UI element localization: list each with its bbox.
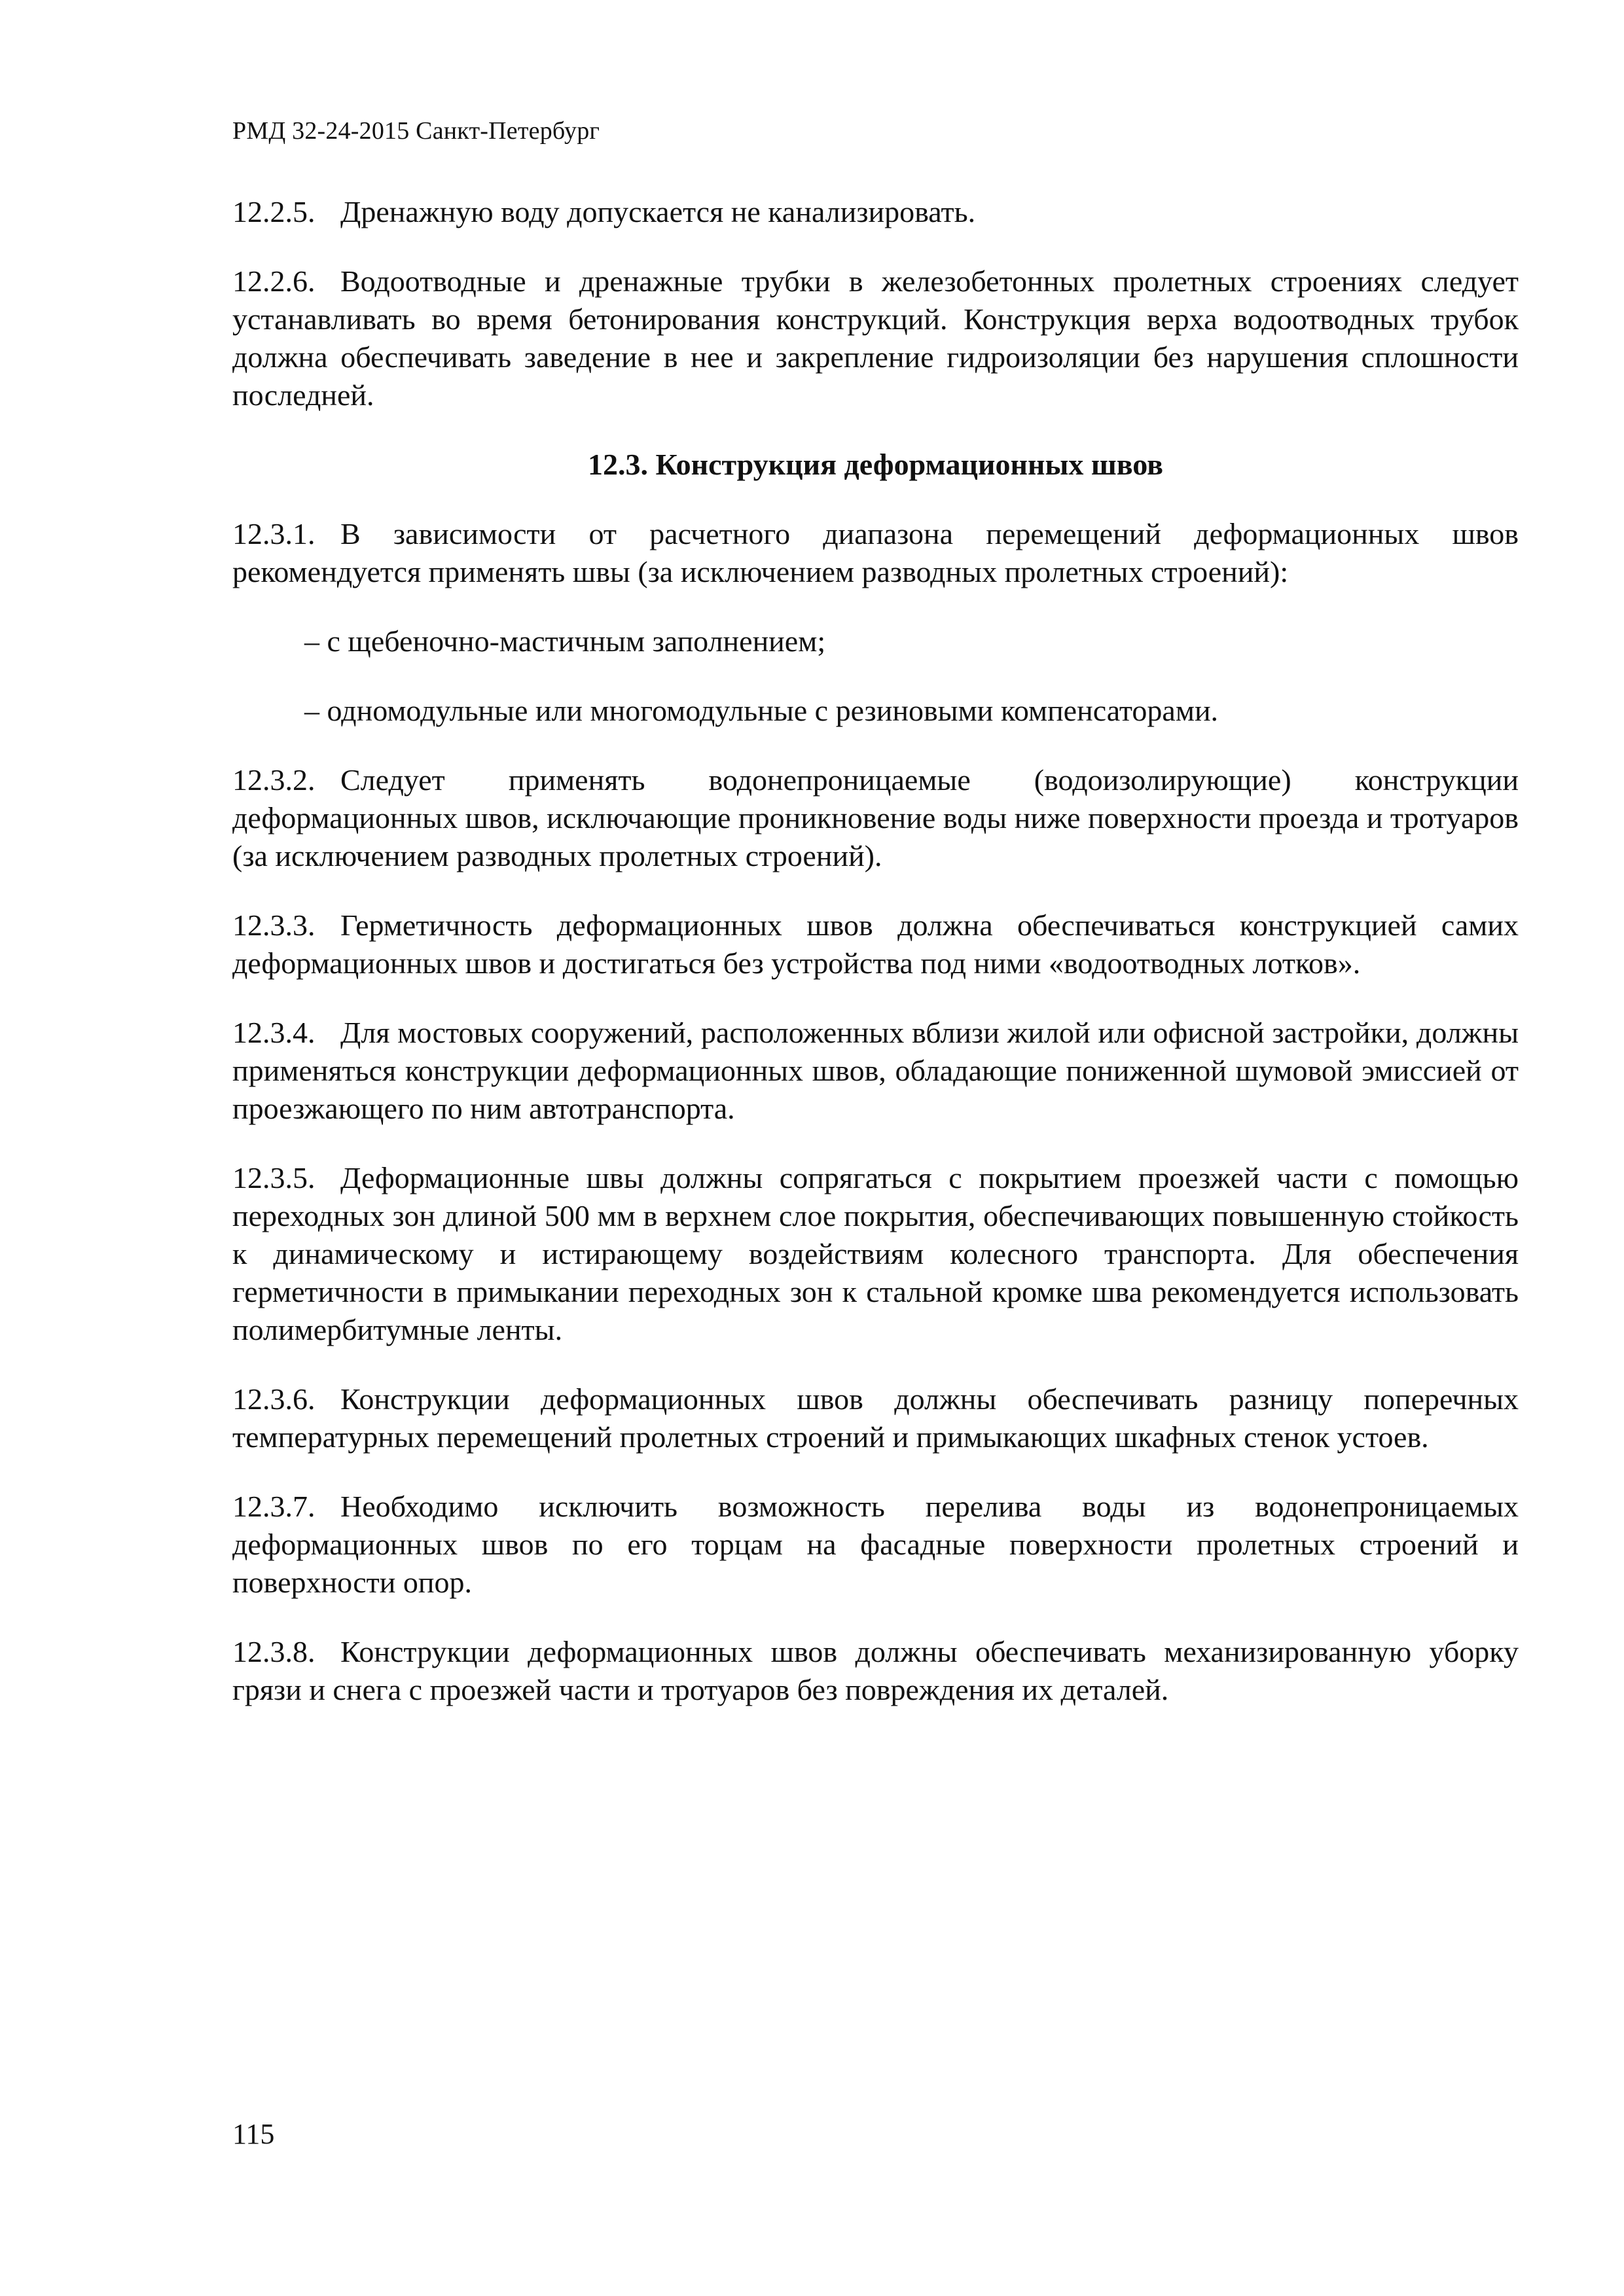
paragraph-text: Герметичность деформационных швов должна обеспечиваться конструкцией самих деформационных швов и достигаться без устройства под ними «водоотводных лотков». [232,908,1519,980]
paragraph-text: Необходимо исключить возможность перелива воды из водонепроницаемых деформационных швов по его торцам на фасадные поверхности пролетных строений и поверхности опор. [232,1490,1519,1599]
paragraph-12-3-5 [232,1159,1519,1349]
paragraph-number: 12.3.3. [232,908,316,942]
paragraph-number: 12.3.8. [232,1635,316,1668]
paragraph-number: 12.3.2. [232,763,316,797]
paragraph-number: 12.3.5. [232,1161,316,1194]
section-heading: 12.3. Конструкция деформационных швов [588,448,1163,481]
page-number: 115 [232,2118,275,2150]
paragraph-text: Следует применять водонепроницаемые (водоизолирующие) конструкции деформационных швов, исключающие проникновение воды ниже поверхности проезда и тротуаров (за исключением разводных пролетных строений). [232,763,1519,872]
paragraph-text: Дренажную воду допускается не канализировать. [340,195,976,228]
paragraph-number: 12.2.5. [232,195,316,228]
list-item: – одномодульные или многомодульные с резиновыми компенсаторами. [304,694,1219,727]
paragraph-number: 12.2.6. [232,264,316,298]
paragraph-12-3-2 [232,761,1519,875]
paragraph-12-2-5 [232,193,1519,231]
paragraph-12-3-7 [232,1488,1519,1602]
paragraph-text: Для мостовых сооружений, расположенных вблизи жилой или офисной застройки, должны применяться конструкции деформационных швов, обладающие пониженной шумовой эмиссией от проезжающего по ним автотранспорта. [232,1016,1519,1125]
paragraph-12-3-1 [232,515,1519,591]
paragraph-text: Конструкции деформационных швов должны обеспечивать разницу поперечных температурных перемещений пролетных строений и примыкающих шкафных стенок устоев. [232,1382,1519,1454]
paragraph-text: Конструкции деформационных швов должны обеспечивать механизированную уборку грязи и снега с проезжей части и тротуаров без повреждения их деталей. [232,1635,1519,1706]
paragraph-12-3-6 [232,1380,1519,1456]
paragraph-number: 12.3.7. [232,1490,316,1523]
paragraph-text: Деформационные швы должны сопрягаться с покрытием проезжей части с помощью переходных зон длиной 500 мм в верхнем слое покрытия, обеспечивающих повышенную стойкость к динамическому и истирающему воздействиям колесного транспорта. Для обеспечения герметичности в примыкании переходных зон к стальной кромке шва рекомендуется использовать полимербитумные ленты. [232,1161,1519,1346]
paragraph-text: В зависимости от расчетного диапазона перемещений деформационных швов рекомендуется применять швы (за исключением разводных пролетных строений): [232,517,1519,588]
paragraph-12-3-4 [232,1014,1519,1128]
paragraph-12-3-8 [232,1633,1519,1709]
paragraph-text: Водоотводные и дренажные трубки в железобетонных пролетных строениях следует устанавливать во время бетонирования конструкций. Конструкция верха водоотводных трубок должна обеспечивать заведение в нее и закрепление гидроизоляции без нарушения сплошности последней. [232,264,1519,412]
paragraph-number: 12.3.4. [232,1016,316,1049]
paragraph-12-3-3 [232,906,1519,982]
body-text [232,193,1519,1740]
paragraph-12-2-6 [232,262,1519,414]
paragraph-number: 12.3.1. [232,517,316,550]
list-item: – с щебеночно-мастичным заполнением; [304,624,826,658]
running-header: РМД 32-24-2015 Санкт-Петербург [232,117,600,145]
paragraph-number: 12.3.6. [232,1382,316,1416]
